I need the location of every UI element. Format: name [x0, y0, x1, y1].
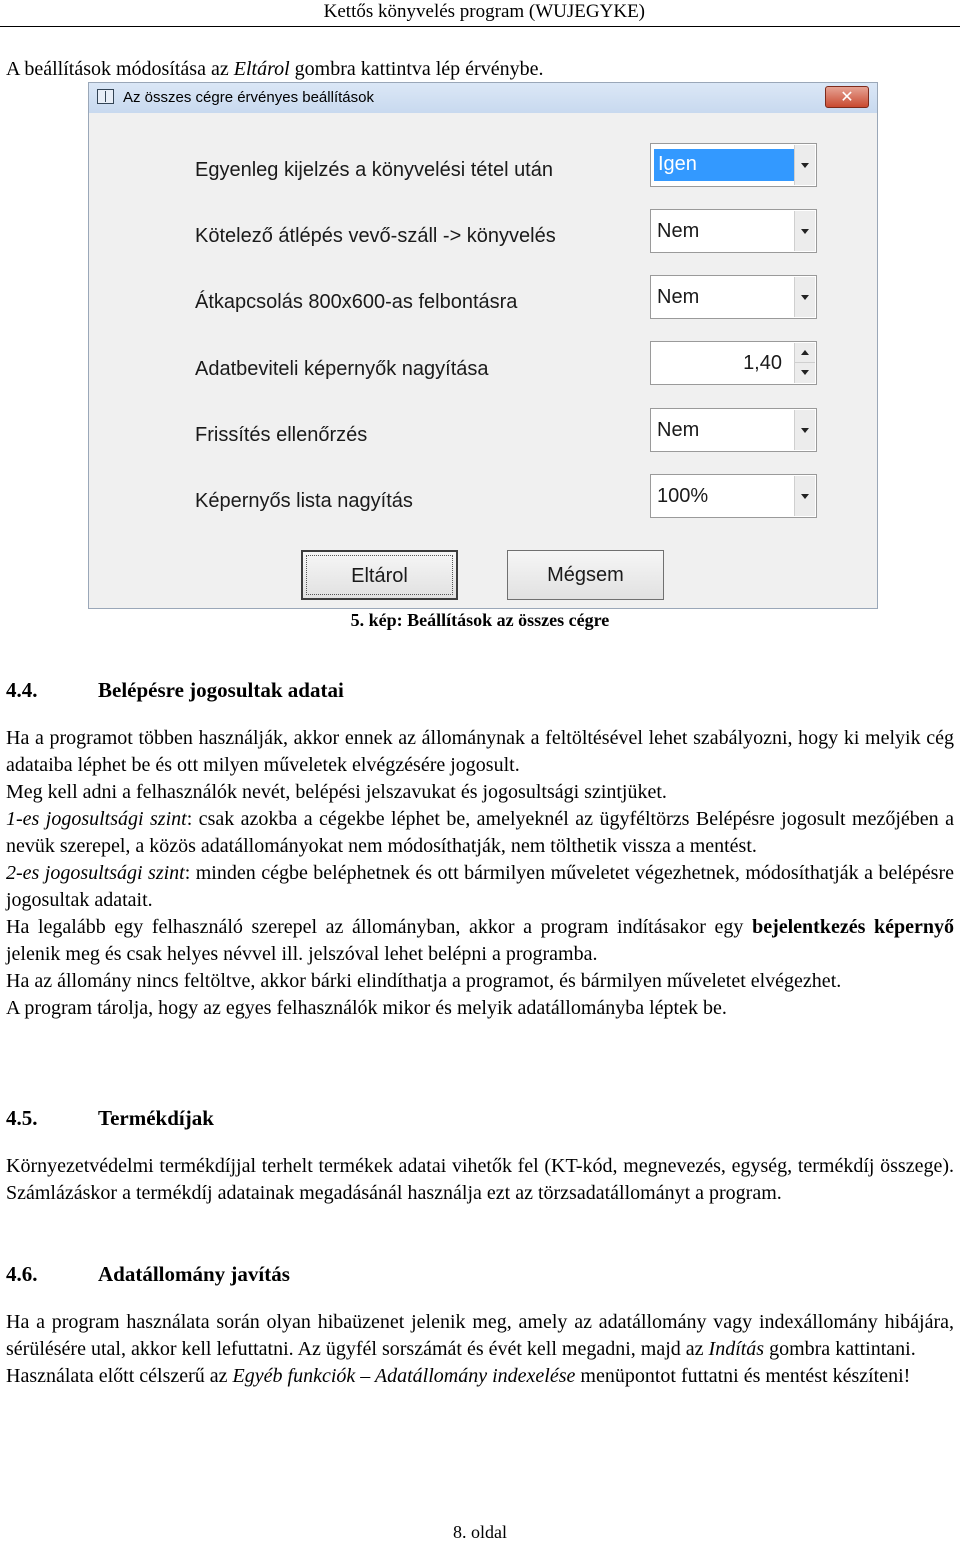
- book-icon: [97, 89, 114, 104]
- option-label-zoom: Adatbeviteli képernyők nagyítása: [195, 358, 489, 380]
- mandatory-step-select[interactable]: Nem: [650, 209, 817, 253]
- update-check-select[interactable]: Nem: [650, 408, 817, 452]
- list-zoom-select[interactable]: 100%: [650, 474, 817, 518]
- paragraph: Használata előtt célszerű az Egyéb funkciók – Adatállomány indexelése menüpontot futtatni és mentést készíteni!: [6, 1365, 911, 1387]
- option-label-mandatory-step: Kötelező átlépés vevő-száll -> könyvelés: [195, 225, 556, 247]
- chevron-down-icon[interactable]: [794, 410, 815, 450]
- option-label-balance: Egyenleg kijelzés a könyvelési tétel után: [195, 159, 553, 181]
- dialog-body: [95, 113, 871, 602]
- option-label-resolution: Átkapcsolás 800x600-as felbontásra: [195, 291, 518, 313]
- resolution-select[interactable]: Nem: [650, 275, 817, 319]
- section-heading-4-5: 4.5. Termékdíjak: [6, 1106, 214, 1130]
- balance-select[interactable]: Igen: [650, 143, 817, 187]
- option-label-update-check: Frissítés ellenőrzés: [195, 424, 368, 446]
- paragraph: Ha legalább egy felhasználó szerepel az állományban, akkor a program indításakor egy bejelentkezés képernyő jelenik meg és csak helyes névvel ill. jelszóval lehet belépni a programba.: [6, 916, 955, 965]
- spin-down-icon[interactable]: [794, 363, 815, 383]
- chevron-down-icon[interactable]: [794, 476, 815, 516]
- paragraph: Környezetvédelmi termékdíjjal terhelt termékek adatai vihetők fel (KT-kód, megnevezés, egység, termékdíj összege). Számlázáskor a termékdíj adatainak megadásánál használja ezt az törzsadatállományt a program.: [6, 1155, 954, 1204]
- section-4-6-body: [6, 1309, 954, 1390]
- paragraph: A program tárolja, hogy az egyes felhasználók mikor és melyik adatállományba léptek be.: [6, 997, 727, 1019]
- paragraph: 1-es jogosultsági szint: csak azokba a cégekbe léphet be, amelyeknél az ügyféltörzs Belépésre jogosult mezőjében a nevük szerepel, a közös adatállományokat nem módosíthatják, nem tölthetik vissza a mentést.: [6, 808, 954, 857]
- save-button[interactable]: Eltárol: [301, 550, 458, 600]
- section-4-4-body: [6, 725, 954, 1022]
- chevron-down-icon[interactable]: [794, 277, 815, 317]
- dialog-titlebar: [89, 83, 877, 113]
- option-label-list-zoom: Képernyős lista nagyítás: [195, 490, 413, 512]
- paragraph: Ha a programot többen használják, akkor ennek az állománynak a feltöltésével lehet szabályozni, hogy ki melyik cég adataiba léphet be és ott milyen műveletek elvégzésére jogosult.: [6, 727, 954, 776]
- paragraph: Ha a program használata során olyan hibaüzenet jelenik meg, amely az adatállomány vagy indexállomány hibájára, sérülésére utal, akkor kell lefuttatni. Az ügyfél sorszámát és évét kell megadni, majd az Indítás gombra kattintani.: [6, 1311, 954, 1360]
- spin-up-icon[interactable]: [794, 343, 815, 363]
- dialog-title: Az összes cégre érvényes beállítások: [123, 89, 374, 106]
- figure-caption: 5. kép: Beállítások az összes cégre: [350, 610, 610, 630]
- section-heading-4-4: 4.4. Belépésre jogosultak adatai: [6, 678, 344, 702]
- close-button[interactable]: ✕: [825, 86, 869, 108]
- header-rule: [0, 26, 960, 27]
- paragraph: Meg kell adni a felhasználók nevét, belépési jelszavukat és jogosultsági szintjüket.: [6, 781, 667, 803]
- settings-dialog: [88, 82, 878, 609]
- cancel-button[interactable]: Mégsem: [507, 550, 664, 600]
- paragraph: Ha az állomány nincs feltöltve, akkor bárki elindíthatja a programot, és bármilyen műveletet elvégezhet.: [6, 970, 842, 992]
- chevron-down-icon[interactable]: [794, 145, 815, 185]
- chevron-down-icon[interactable]: [794, 211, 815, 251]
- running-header: Kettős könyvelés program (WUJEGYKE): [323, 1, 645, 22]
- intro-text: A beállítások módosítása az Eltárol gombra kattintva lép érvénybe.: [6, 58, 544, 80]
- section-heading-4-6: 4.6. Adatállomány javítás: [6, 1262, 290, 1286]
- page-number: 8. oldal: [453, 1522, 507, 1542]
- paragraph: 2-es jogosultsági szint: minden cégbe beléphetnek és ott bármilyen műveletet végezhetnek, módosíthatják a belépésre jogosultak adatait.: [6, 862, 954, 911]
- section-4-5-body: [6, 1153, 954, 1207]
- zoom-spinner[interactable]: 1,40: [650, 341, 817, 385]
